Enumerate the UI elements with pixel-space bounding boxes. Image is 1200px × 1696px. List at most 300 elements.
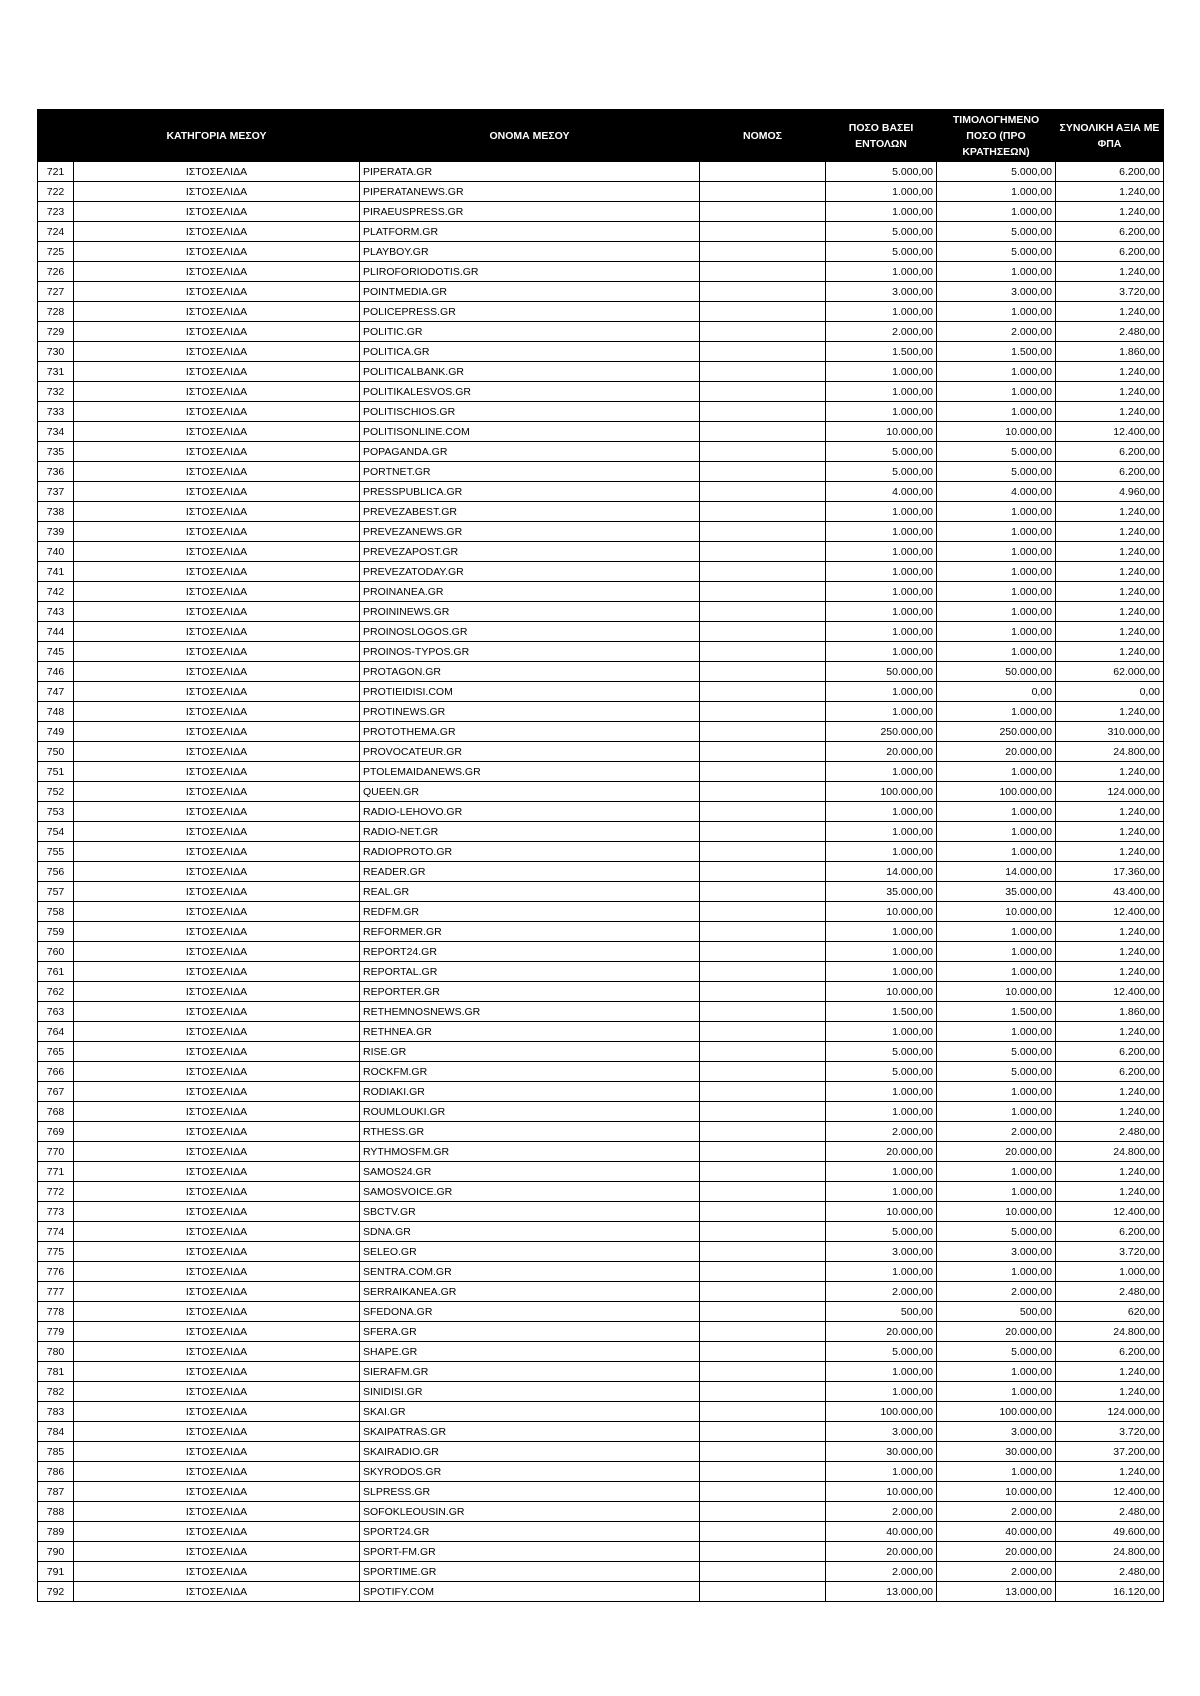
row-prefecture (700, 1142, 826, 1162)
row-order-amount: 40.000,00 (826, 1522, 937, 1542)
row-media-name: PRESSPUBLICA.GR (360, 482, 700, 502)
row-number: 738 (38, 502, 74, 522)
row-order-amount: 20.000,00 (826, 1542, 937, 1562)
row-order-amount: 5.000,00 (826, 242, 937, 262)
row-prefecture (700, 1342, 826, 1362)
row-number: 732 (38, 382, 74, 402)
row-prefecture (700, 1522, 826, 1542)
row-category: ΙΣΤΟΣΕΛΙΔΑ (74, 1582, 360, 1602)
row-invoiced-amount: 20.000,00 (937, 1542, 1056, 1562)
header-row (38, 110, 1164, 162)
table-row (38, 1002, 1164, 1022)
row-total-vat: 12.400,00 (1056, 902, 1164, 922)
row-invoiced-amount: 5.000,00 (937, 222, 1056, 242)
row-invoiced-amount: 40.000,00 (937, 1522, 1056, 1542)
row-category: ΙΣΤΟΣΕΛΙΔΑ (74, 282, 360, 302)
row-invoiced-amount: 1.000,00 (937, 542, 1056, 562)
table-row (38, 442, 1164, 462)
row-order-amount: 500,00 (826, 1302, 937, 1322)
row-number: 725 (38, 242, 74, 262)
row-prefecture (700, 522, 826, 542)
row-number: 790 (38, 1542, 74, 1562)
row-number: 726 (38, 262, 74, 282)
row-total-vat: 6.200,00 (1056, 1062, 1164, 1082)
row-order-amount: 1.000,00 (826, 262, 937, 282)
row-category: ΙΣΤΟΣΕΛΙΔΑ (74, 1242, 360, 1262)
row-prefecture (700, 962, 826, 982)
row-media-name: PLAYBOY.GR (360, 242, 700, 262)
row-media-name: RADIO-LEHOVO.GR (360, 802, 700, 822)
row-prefecture (700, 802, 826, 822)
row-number: 783 (38, 1402, 74, 1422)
row-category: ΙΣΤΟΣΕΛΙΔΑ (74, 742, 360, 762)
row-total-vat: 1.240,00 (1056, 302, 1164, 322)
row-number: 758 (38, 902, 74, 922)
row-order-amount: 1.000,00 (826, 502, 937, 522)
row-order-amount: 20.000,00 (826, 1142, 937, 1162)
row-invoiced-amount: 2.000,00 (937, 1122, 1056, 1142)
row-number: 779 (38, 1322, 74, 1342)
row-media-name: SKYRODOS.GR (360, 1462, 700, 1482)
row-number: 741 (38, 562, 74, 582)
table-row (38, 982, 1164, 1002)
table-row (38, 202, 1164, 222)
row-invoiced-amount: 1.000,00 (937, 602, 1056, 622)
row-prefecture (700, 702, 826, 722)
row-total-vat: 1.240,00 (1056, 562, 1164, 582)
row-invoiced-amount: 1.000,00 (937, 262, 1056, 282)
table-row (38, 1422, 1164, 1442)
row-prefecture (700, 242, 826, 262)
row-total-vat: 17.360,00 (1056, 862, 1164, 882)
row-order-amount: 2.000,00 (826, 1122, 937, 1142)
row-invoiced-amount: 1.000,00 (937, 382, 1056, 402)
row-number: 775 (38, 1242, 74, 1262)
row-order-amount: 1.000,00 (826, 702, 937, 722)
row-total-vat: 1.240,00 (1056, 802, 1164, 822)
row-order-amount: 5.000,00 (826, 162, 937, 182)
row-media-name: RISE.GR (360, 1042, 700, 1062)
row-prefecture (700, 642, 826, 662)
row-total-vat: 12.400,00 (1056, 422, 1164, 442)
row-media-name: SDNA.GR (360, 1222, 700, 1242)
row-order-amount: 1.000,00 (826, 682, 937, 702)
row-number: 755 (38, 842, 74, 862)
row-prefecture (700, 662, 826, 682)
row-category: ΙΣΤΟΣΕΛΙΔΑ (74, 622, 360, 642)
row-invoiced-amount: 5.000,00 (937, 1222, 1056, 1242)
row-media-name: PROTINEWS.GR (360, 702, 700, 722)
row-invoiced-amount: 1.000,00 (937, 762, 1056, 782)
row-category: ΙΣΤΟΣΕΛΙΔΑ (74, 202, 360, 222)
row-media-name: POLICEPRESS.GR (360, 302, 700, 322)
row-media-name: POLITICA.GR (360, 342, 700, 362)
row-number: 728 (38, 302, 74, 322)
row-number: 743 (38, 602, 74, 622)
row-media-name: REDFM.GR (360, 902, 700, 922)
row-prefecture (700, 1422, 826, 1442)
table-row (38, 842, 1164, 862)
row-prefecture (700, 1402, 826, 1422)
row-prefecture (700, 922, 826, 942)
row-prefecture (700, 1222, 826, 1242)
row-total-vat: 1.240,00 (1056, 402, 1164, 422)
row-prefecture (700, 1202, 826, 1222)
row-invoiced-amount: 1.000,00 (937, 182, 1056, 202)
row-prefecture (700, 202, 826, 222)
row-invoiced-amount: 10.000,00 (937, 422, 1056, 442)
row-order-amount: 5.000,00 (826, 222, 937, 242)
row-total-vat: 1.240,00 (1056, 1382, 1164, 1402)
row-order-amount: 50.000,00 (826, 662, 937, 682)
row-total-vat: 1.240,00 (1056, 1102, 1164, 1122)
row-order-amount: 1.000,00 (826, 1262, 937, 1282)
row-invoiced-amount: 5.000,00 (937, 462, 1056, 482)
row-order-amount: 3.000,00 (826, 1422, 937, 1442)
row-media-name: PREVEZANEWS.GR (360, 522, 700, 542)
row-category: ΙΣΤΟΣΕΛΙΔΑ (74, 1102, 360, 1122)
row-total-vat: 4.960,00 (1056, 482, 1164, 502)
row-category: ΙΣΤΟΣΕΛΙΔΑ (74, 602, 360, 622)
row-number: 723 (38, 202, 74, 222)
row-order-amount: 1.000,00 (826, 302, 937, 322)
header-invoiced-amount: ΤΙΜΟΛΟΓΗΜΕΝΟ ΠΟΣΟ (ΠΡΟ ΚΡΑΤΗΣΕΩΝ) (937, 110, 1056, 162)
row-order-amount: 1.000,00 (826, 762, 937, 782)
row-total-vat: 43.400,00 (1056, 882, 1164, 902)
row-prefecture (700, 762, 826, 782)
row-total-vat: 2.480,00 (1056, 1502, 1164, 1522)
row-media-name: PORTNET.GR (360, 462, 700, 482)
table-row (38, 522, 1164, 542)
row-total-vat: 1.240,00 (1056, 922, 1164, 942)
row-order-amount: 1.000,00 (826, 1082, 937, 1102)
row-number: 746 (38, 662, 74, 682)
row-category: ΙΣΤΟΣΕΛΙΔΑ (74, 1442, 360, 1462)
row-number: 769 (38, 1122, 74, 1142)
row-media-name: SPORT24.GR (360, 1522, 700, 1542)
row-total-vat: 16.120,00 (1056, 1582, 1164, 1602)
row-media-name: SAMOSVOICE.GR (360, 1182, 700, 1202)
row-media-name: PTOLEMAIDANEWS.GR (360, 762, 700, 782)
row-media-name: PROTOTHEMA.GR (360, 722, 700, 742)
row-invoiced-amount: 3.000,00 (937, 282, 1056, 302)
row-prefecture (700, 322, 826, 342)
row-prefecture (700, 622, 826, 642)
row-total-vat: 6.200,00 (1056, 222, 1164, 242)
row-category: ΙΣΤΟΣΕΛΙΔΑ (74, 222, 360, 242)
row-total-vat: 124.000,00 (1056, 782, 1164, 802)
row-total-vat: 1.240,00 (1056, 642, 1164, 662)
row-total-vat: 1.240,00 (1056, 762, 1164, 782)
row-number: 787 (38, 1482, 74, 1502)
row-order-amount: 1.000,00 (826, 562, 937, 582)
row-invoiced-amount: 1.000,00 (937, 362, 1056, 382)
row-prefecture (700, 422, 826, 442)
table-row (38, 602, 1164, 622)
row-number: 722 (38, 182, 74, 202)
row-category: ΙΣΤΟΣΕΛΙΔΑ (74, 1422, 360, 1442)
row-number: 757 (38, 882, 74, 902)
row-prefecture (700, 282, 826, 302)
row-order-amount: 30.000,00 (826, 1442, 937, 1462)
row-prefecture (700, 222, 826, 242)
row-prefecture (700, 1122, 826, 1142)
row-order-amount: 100.000,00 (826, 1402, 937, 1422)
row-prefecture (700, 1462, 826, 1482)
row-media-name: POLITICALBANK.GR (360, 362, 700, 382)
row-prefecture (700, 1482, 826, 1502)
row-category: ΙΣΤΟΣΕΛΙΔΑ (74, 802, 360, 822)
row-invoiced-amount: 1.000,00 (937, 622, 1056, 642)
row-category: ΙΣΤΟΣΕΛΙΔΑ (74, 762, 360, 782)
header-number (38, 110, 74, 162)
row-number: 792 (38, 1582, 74, 1602)
row-invoiced-amount: 1.500,00 (937, 1002, 1056, 1022)
row-order-amount: 1.000,00 (826, 842, 937, 862)
table-row (38, 562, 1164, 582)
row-total-vat: 2.480,00 (1056, 1282, 1164, 1302)
row-media-name: RETHEMNOSNEWS.GR (360, 1002, 700, 1022)
row-prefecture (700, 1262, 826, 1282)
row-prefecture (700, 582, 826, 602)
row-number: 777 (38, 1282, 74, 1302)
row-prefecture (700, 1042, 826, 1062)
row-media-name: SFERA.GR (360, 1322, 700, 1342)
row-number: 791 (38, 1562, 74, 1582)
row-order-amount: 1.000,00 (826, 942, 937, 962)
row-prefecture (700, 742, 826, 762)
row-media-name: POINTMEDIA.GR (360, 282, 700, 302)
row-total-vat: 2.480,00 (1056, 322, 1164, 342)
row-number: 762 (38, 982, 74, 1002)
row-invoiced-amount: 5.000,00 (937, 162, 1056, 182)
row-total-vat: 6.200,00 (1056, 462, 1164, 482)
row-total-vat: 1.240,00 (1056, 942, 1164, 962)
row-number: 721 (38, 162, 74, 182)
row-prefecture (700, 822, 826, 842)
row-prefecture (700, 262, 826, 282)
table-row (38, 762, 1164, 782)
row-invoiced-amount: 1.000,00 (937, 502, 1056, 522)
row-category: ΙΣΤΟΣΕΛΙΔΑ (74, 1122, 360, 1142)
table-row (38, 1322, 1164, 1342)
row-prefecture (700, 1242, 826, 1262)
table-row (38, 482, 1164, 502)
row-total-vat: 12.400,00 (1056, 1202, 1164, 1222)
row-invoiced-amount: 5.000,00 (937, 1342, 1056, 1362)
row-invoiced-amount: 1.000,00 (937, 1362, 1056, 1382)
row-total-vat: 49.600,00 (1056, 1522, 1164, 1542)
row-category: ΙΣΤΟΣΕΛΙΔΑ (74, 462, 360, 482)
table-row (38, 1182, 1164, 1202)
row-total-vat: 3.720,00 (1056, 1242, 1164, 1262)
table-row (38, 882, 1164, 902)
row-invoiced-amount: 1.500,00 (937, 342, 1056, 362)
table-row (38, 242, 1164, 262)
row-total-vat: 1.860,00 (1056, 1002, 1164, 1022)
row-media-name: PROINOSLOGOS.GR (360, 622, 700, 642)
table-row (38, 1402, 1164, 1422)
row-media-name: SPOTIFY.COM (360, 1582, 700, 1602)
row-total-vat: 310.000,00 (1056, 722, 1164, 742)
table-row (38, 862, 1164, 882)
row-order-amount: 35.000,00 (826, 882, 937, 902)
row-order-amount: 1.000,00 (826, 962, 937, 982)
row-prefecture (700, 562, 826, 582)
row-category: ΙΣΤΟΣΕΛΙΔΑ (74, 422, 360, 442)
row-number: 737 (38, 482, 74, 502)
table-row (38, 902, 1164, 922)
row-number: 740 (38, 542, 74, 562)
table-row (38, 1022, 1164, 1042)
row-total-vat: 1.240,00 (1056, 582, 1164, 602)
row-total-vat: 1.240,00 (1056, 522, 1164, 542)
row-media-name: PLIROFORIODOTIS.GR (360, 262, 700, 282)
table-row (38, 582, 1164, 602)
row-total-vat: 1.240,00 (1056, 702, 1164, 722)
table-row (38, 922, 1164, 942)
row-media-name: POLITIC.GR (360, 322, 700, 342)
row-category: ΙΣΤΟΣΕΛΙΔΑ (74, 922, 360, 942)
row-category: ΙΣΤΟΣΕΛΙΔΑ (74, 1362, 360, 1382)
row-order-amount: 3.000,00 (826, 1242, 937, 1262)
row-media-name: REFORMER.GR (360, 922, 700, 942)
table-row (38, 1062, 1164, 1082)
row-number: 781 (38, 1362, 74, 1382)
row-total-vat: 24.800,00 (1056, 1142, 1164, 1162)
row-total-vat: 1.240,00 (1056, 1182, 1164, 1202)
row-total-vat: 1.240,00 (1056, 602, 1164, 622)
table-row (38, 222, 1164, 242)
row-category: ΙΣΤΟΣΕΛΙΔΑ (74, 1522, 360, 1542)
row-number: 759 (38, 922, 74, 942)
row-media-name: SPORT-FM.GR (360, 1542, 700, 1562)
row-category: ΙΣΤΟΣΕΛΙΔΑ (74, 522, 360, 542)
header-category: ΚΑΤΗΓΟΡΙΑ ΜΕΣΟΥ (74, 110, 360, 162)
row-total-vat: 1.240,00 (1056, 542, 1164, 562)
row-prefecture (700, 1502, 826, 1522)
table-row (38, 1282, 1164, 1302)
row-category: ΙΣΤΟΣΕΛΙΔΑ (74, 682, 360, 702)
row-order-amount: 2.000,00 (826, 1282, 937, 1302)
row-order-amount: 1.000,00 (826, 1462, 937, 1482)
row-prefecture (700, 1102, 826, 1122)
row-media-name: POLITISCHIOS.GR (360, 402, 700, 422)
row-category: ΙΣΤΟΣΕΛΙΔΑ (74, 982, 360, 1002)
row-category: ΙΣΤΟΣΕΛΙΔΑ (74, 302, 360, 322)
row-category: ΙΣΤΟΣΕΛΙΔΑ (74, 342, 360, 362)
row-invoiced-amount: 2.000,00 (937, 1562, 1056, 1582)
row-category: ΙΣΤΟΣΕΛΙΔΑ (74, 362, 360, 382)
row-invoiced-amount: 250.000,00 (937, 722, 1056, 742)
row-order-amount: 1.000,00 (826, 542, 937, 562)
row-invoiced-amount: 1.000,00 (937, 942, 1056, 962)
row-category: ΙΣΤΟΣΕΛΙΔΑ (74, 442, 360, 462)
row-category: ΙΣΤΟΣΕΛΙΔΑ (74, 1502, 360, 1522)
row-media-name: RYTHMOSFM.GR (360, 1142, 700, 1162)
row-prefecture (700, 502, 826, 522)
row-prefecture (700, 1542, 826, 1562)
row-media-name: SOFOKLEOUSIN.GR (360, 1502, 700, 1522)
table-row (38, 1542, 1164, 1562)
table-row (38, 502, 1164, 522)
row-invoiced-amount: 1.000,00 (937, 1162, 1056, 1182)
row-category: ΙΣΤΟΣΕΛΙΔΑ (74, 242, 360, 262)
row-media-name: SPORTIME.GR (360, 1562, 700, 1582)
row-prefecture (700, 1442, 826, 1462)
header-media-name: ΟΝΟΜΑ ΜΕΣΟΥ (360, 110, 700, 162)
row-total-vat: 1.000,00 (1056, 1262, 1164, 1282)
row-category: ΙΣΤΟΣΕΛΙΔΑ (74, 842, 360, 862)
row-order-amount: 10.000,00 (826, 902, 937, 922)
row-order-amount: 100.000,00 (826, 782, 937, 802)
row-order-amount: 5.000,00 (826, 1062, 937, 1082)
row-prefecture (700, 882, 826, 902)
row-media-name: REPORTAL.GR (360, 962, 700, 982)
row-order-amount: 13.000,00 (826, 1582, 937, 1602)
row-number: 744 (38, 622, 74, 642)
row-media-name: RODIAKI.GR (360, 1082, 700, 1102)
table-row (38, 282, 1164, 302)
row-prefecture (700, 1302, 826, 1322)
row-category: ΙΣΤΟΣΕΛΙΔΑ (74, 822, 360, 842)
table-row (38, 542, 1164, 562)
row-order-amount: 5.000,00 (826, 1042, 937, 1062)
header-prefecture: ΝΟΜΟΣ (700, 110, 826, 162)
table-row (38, 1262, 1164, 1282)
row-order-amount: 1.000,00 (826, 602, 937, 622)
row-invoiced-amount: 1.000,00 (937, 522, 1056, 542)
row-prefecture (700, 1582, 826, 1602)
row-prefecture (700, 1382, 826, 1402)
table-row (38, 1162, 1164, 1182)
row-order-amount: 250.000,00 (826, 722, 937, 742)
row-category: ΙΣΤΟΣΕΛΙΔΑ (74, 882, 360, 902)
row-invoiced-amount: 50.000,00 (937, 662, 1056, 682)
row-media-name: PREVEZABEST.GR (360, 502, 700, 522)
table-row (38, 162, 1164, 182)
table-row (38, 702, 1164, 722)
row-number: 739 (38, 522, 74, 542)
row-invoiced-amount: 1.000,00 (937, 202, 1056, 222)
row-invoiced-amount: 1.000,00 (937, 1262, 1056, 1282)
table-row (38, 1122, 1164, 1142)
row-number: 778 (38, 1302, 74, 1322)
table-row (38, 822, 1164, 842)
row-category: ΙΣΤΟΣΕΛΙΔΑ (74, 962, 360, 982)
header-total-vat: ΣΥΝΟΛΙΚΗ ΑΞΙΑ ΜΕ ΦΠΑ (1056, 110, 1164, 162)
row-total-vat: 1.240,00 (1056, 262, 1164, 282)
row-invoiced-amount: 1.000,00 (937, 922, 1056, 942)
row-invoiced-amount: 35.000,00 (937, 882, 1056, 902)
row-prefecture (700, 362, 826, 382)
table-row (38, 1562, 1164, 1582)
row-number: 782 (38, 1382, 74, 1402)
row-total-vat: 6.200,00 (1056, 242, 1164, 262)
table-row (38, 802, 1164, 822)
row-total-vat: 12.400,00 (1056, 982, 1164, 1002)
row-prefecture (700, 902, 826, 922)
row-order-amount: 1.000,00 (826, 822, 937, 842)
row-prefecture (700, 1362, 826, 1382)
row-number: 753 (38, 802, 74, 822)
row-total-vat: 6.200,00 (1056, 1222, 1164, 1242)
table-row (38, 1582, 1164, 1602)
row-prefecture (700, 342, 826, 362)
row-total-vat: 0,00 (1056, 682, 1164, 702)
row-category: ΙΣΤΟΣΕΛΙΔΑ (74, 662, 360, 682)
row-number: 766 (38, 1062, 74, 1082)
